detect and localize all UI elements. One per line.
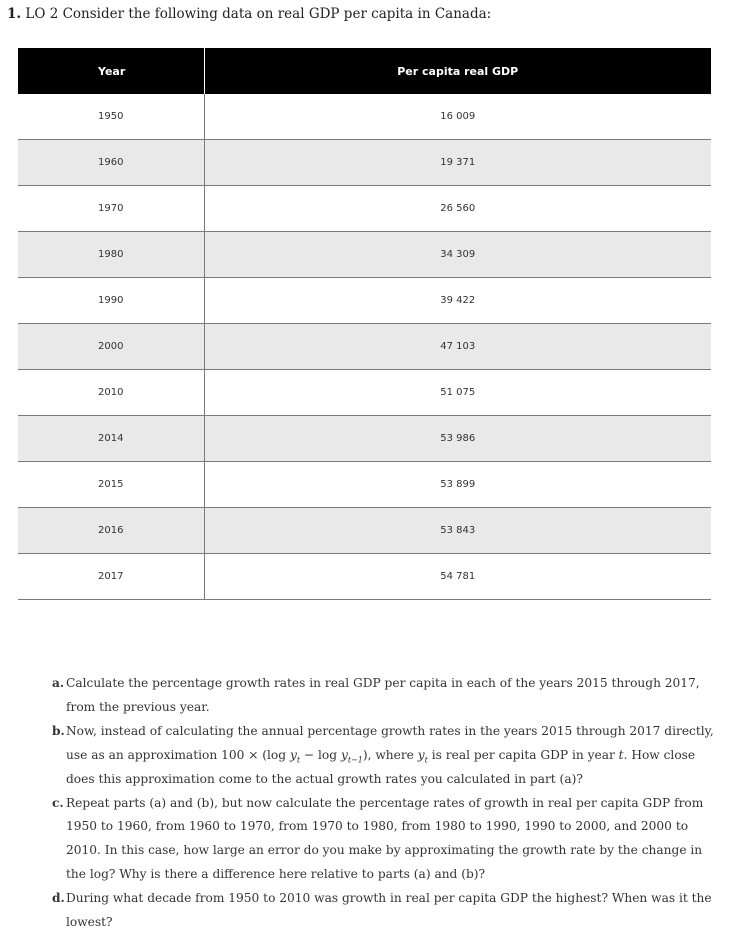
- question-text-part: is real per capita GDP in year: [427, 747, 619, 762]
- formula-variable-y: y: [340, 747, 348, 762]
- gdp-cell: 16 009: [204, 94, 711, 140]
- formula-variable-y: y: [289, 747, 297, 762]
- table-row: [18, 94, 711, 140]
- year-cell: 2010: [18, 370, 204, 416]
- question-label: a.: [52, 676, 65, 690]
- year-cell: 1960: [18, 140, 204, 186]
- question-text: During what decade from 1950 to 2010 was growth in real per capita GDP the highest? When was it the lowest?: [66, 891, 712, 930]
- table-row: [18, 508, 711, 554]
- question-a: [52, 672, 722, 720]
- table-row: [18, 416, 711, 462]
- year-cell: 2015: [18, 462, 204, 508]
- gdp-cell: 39 422: [204, 278, 711, 324]
- year-cell: 2017: [18, 554, 204, 600]
- gdp-cell: 53 899: [204, 462, 711, 508]
- question-text: Calculate the percentage growth rates in real GDP per capita in each of the years 2015 through 2017, from the previous year.: [66, 676, 700, 714]
- gdp-cell: 47 103: [204, 324, 711, 370]
- variable-y: y: [417, 747, 425, 762]
- year-cell: 1980: [18, 232, 204, 278]
- year-cell: 1950: [18, 94, 204, 140]
- problem-heading: [7, 6, 491, 22]
- table-row: [18, 324, 711, 370]
- year-cell: 2000: [18, 324, 204, 370]
- gdp-cell: 34 309: [204, 232, 711, 278]
- column-header-year: Year: [18, 48, 204, 94]
- table-row: [18, 554, 711, 600]
- table-row: [18, 462, 711, 508]
- year-cell: 1970: [18, 186, 204, 232]
- table-row: [18, 370, 711, 416]
- inline-variable: [417, 747, 428, 765]
- year-cell: 2016: [18, 508, 204, 554]
- question-label: b.: [52, 723, 65, 738]
- problem-intro: LO 2 Consider the following data on real GDP per capita in Canada:: [25, 6, 492, 22]
- question-label: c.: [52, 795, 64, 810]
- table-row: [18, 186, 711, 232]
- question-label: d.: [52, 891, 65, 906]
- question-text-part: , where: [367, 747, 418, 762]
- gdp-cell: 53 843: [204, 508, 711, 554]
- formula-suffix: ): [362, 747, 368, 762]
- formula-prefix: 100 × (log: [221, 747, 290, 762]
- question-text: Repeat parts (a) and (b), but now calculate the percentage rates of growth in real per capita GDP from 1950 to 1960, from 1960 to 1970, from 1970 to 1980, from 1980 to 1990, 1990 to 2000, and 2000 to 2010. In this case, how large an error do you make by approximating the growth rate by the change in the log? Why is there a difference here relative to parts (a) and (b)?: [66, 795, 704, 882]
- formula-minus-log: − log: [300, 747, 341, 762]
- gdp-cell: 26 560: [204, 186, 711, 232]
- approximation-formula: [221, 747, 368, 765]
- gdp-cell: 54 781: [204, 554, 711, 600]
- table-row: [18, 232, 711, 278]
- gdp-cell: 53 986: [204, 416, 711, 462]
- subscript-t: t: [424, 755, 428, 765]
- question-c: [52, 792, 722, 888]
- question-list: [52, 672, 722, 935]
- question-d: [52, 887, 722, 935]
- table-row: [18, 278, 711, 324]
- question-b: [52, 720, 722, 792]
- table-row: [18, 140, 711, 186]
- year-cell: 1990: [18, 278, 204, 324]
- table-header-row: [18, 48, 711, 94]
- formula-subscript-t: t: [296, 755, 301, 765]
- question-text: Now, instead of calculating the annual percentage growth rates in the years 2015 through 2017 directly, use as an approximation: [66, 723, 714, 762]
- gdp-cell: 19 371: [204, 140, 711, 186]
- gdp-table: [18, 48, 711, 600]
- column-header-gdp: Per capita real GDP: [204, 48, 711, 94]
- gdp-cell: 51 075: [204, 370, 711, 416]
- year-cell: 2014: [18, 416, 204, 462]
- problem-number: 1.: [7, 6, 22, 22]
- formula-subscript-t-minus-1: t−1: [347, 755, 363, 765]
- question-text-part: . How close does this approximation come to the actual growth rates you calculated in part (a)?: [66, 747, 696, 786]
- variable-t: t: [618, 747, 624, 762]
